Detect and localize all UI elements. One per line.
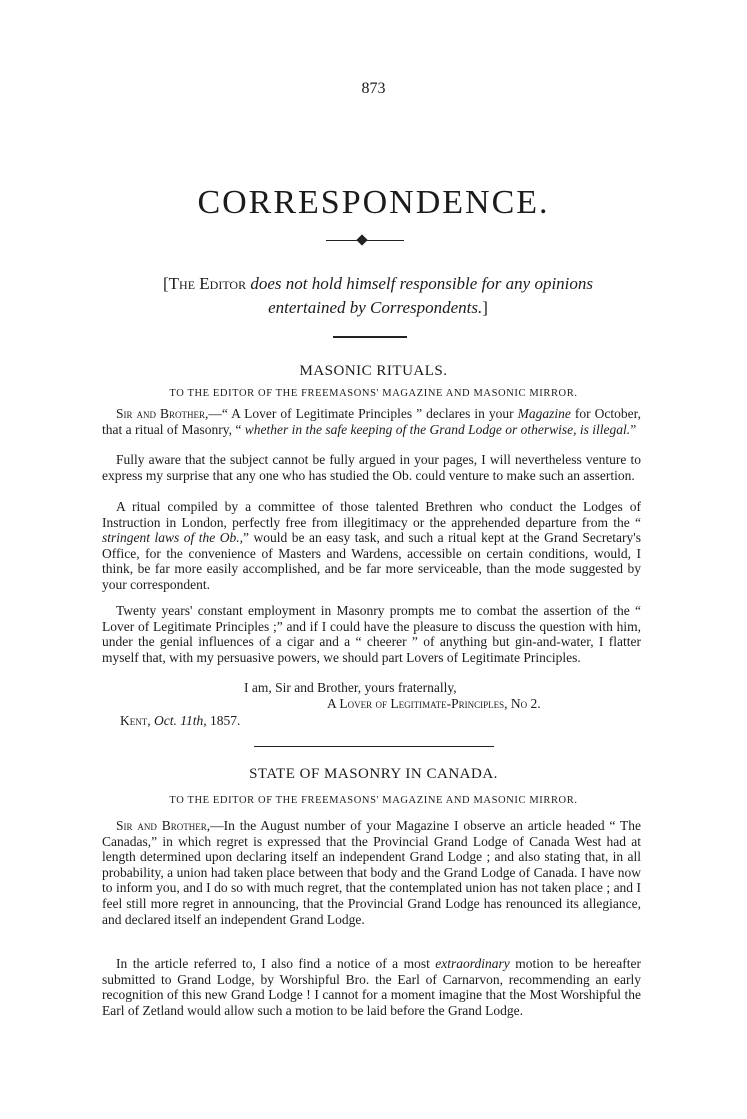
article-1-paragraph-1: Sir and Brother,—“ A Lover of Legitimate Principles ” declares in your Magazine for October, that a ritual of Masonry, “ whether in the safe keeping of the Grand Lodge or otherwise, is illegal.”: [102, 406, 641, 437]
ornament-diamond-icon: [356, 234, 367, 245]
section-title: CORRESPONDENCE.: [197, 184, 550, 221]
article-separator: [254, 746, 494, 747]
salutation: Sir and Brother,: [116, 818, 211, 833]
article-1-paragraph-3: A ritual compiled by a committee of those talented Brethren who conduct the Lodges of Instruction in London, perfectly free from illegitimacy or the apprehended departure from the “ stringent laws of the Ob.,” would be an easy task, and such a ritual kept at the Grand Secretary's Office, for the convenience of Masters and Wardens, accessible on certain conditions, would, I think, be far more easily accomplished, and be far more serviceable, than the mode suggested by your correspondent.: [102, 499, 641, 592]
article-1-addressee: TO THE EDITOR OF THE FREEMASONS' MAGAZINE AND MASONIC MIRROR.: [169, 388, 578, 399]
section-divider: [333, 336, 407, 338]
article-1-closing: I am, Sir and Brother, yours fraternally,: [244, 680, 457, 695]
disclaimer-editor: The Editor: [168, 274, 247, 293]
disclaimer-line-1: does not hold himself responsible for any opinions: [250, 274, 594, 293]
article-2-paragraph-1: Sir and Brother,—In the August number of your Magazine I observe an article headed “ The Canadas,” in which regret is expressed that the Provincial Grand Lodge of Canada West had at length determined upon declaring itself an independent Grand Lodge ; and also stating that, in all probability, a union had taken place between that body and the Grand Lodge of Canada. I have now to inform you, and I do so with much regret, that the contemplated union has not taken place ; and I feel still more regret in announcing, that the Provincial Grand Lodge has renounced its allegiance, and declared itself an independent Grand Lodge.: [102, 818, 641, 927]
disclaimer-line-2: entertained by Correspondents.: [268, 298, 483, 317]
article-1-signature: A Lover of Legitimate-Principles, No 2.: [327, 696, 541, 711]
article-heading-masonic-rituals: MASONIC RITUALS.: [299, 363, 448, 379]
article-2-paragraph-2: In the article referred to, I also find a notice of a most extraordinary motion to be hereafter submitted to Grand Lodge, by Worshipful Bro. the Earl of Carnarvon, recommending an early recognition of this new Grand Lodge ! I cannot for a moment imagine that the Most Worshipful the Earl of Zetland would allow such a motion to be laid before the Grand Lodge.: [102, 956, 641, 1018]
editor-disclaimer: [The Editor does not hold himself responsible for any opinions entertained by Correspondents.]: [162, 274, 594, 317]
page-number: 873: [361, 80, 386, 97]
article-1-paragraph-2: Fully aware that the subject cannot be fully argued in your pages, I will nevertheless venture to express my surprise that any one who has studied the Ob. could venture to make such an assertion.: [102, 452, 641, 483]
article-1-paragraph-4: Twenty years' constant employment in Masonry prompts me to combat the assertion of the “ Lover of Legitimate Principles ;” and if I could have the pleasure to discuss the question with him, under the genial influences of a cigar and a “ cheerer ” of anything but gin-and-water, I flatter myself that, with my persuasive powers, we should part Lovers of Legitimate Principles.: [102, 603, 641, 665]
article-1-dateline: Kent, Oct. 11th, 1857.: [120, 713, 241, 728]
salutation: Sir and Brother,: [116, 406, 209, 421]
article-2-addressee: TO THE EDITOR OF THE FREEMASONS' MAGAZINE AND MASONIC MIRROR.: [169, 795, 578, 806]
article-heading-masonry-canada: STATE OF MASONRY IN CANADA.: [249, 766, 498, 782]
